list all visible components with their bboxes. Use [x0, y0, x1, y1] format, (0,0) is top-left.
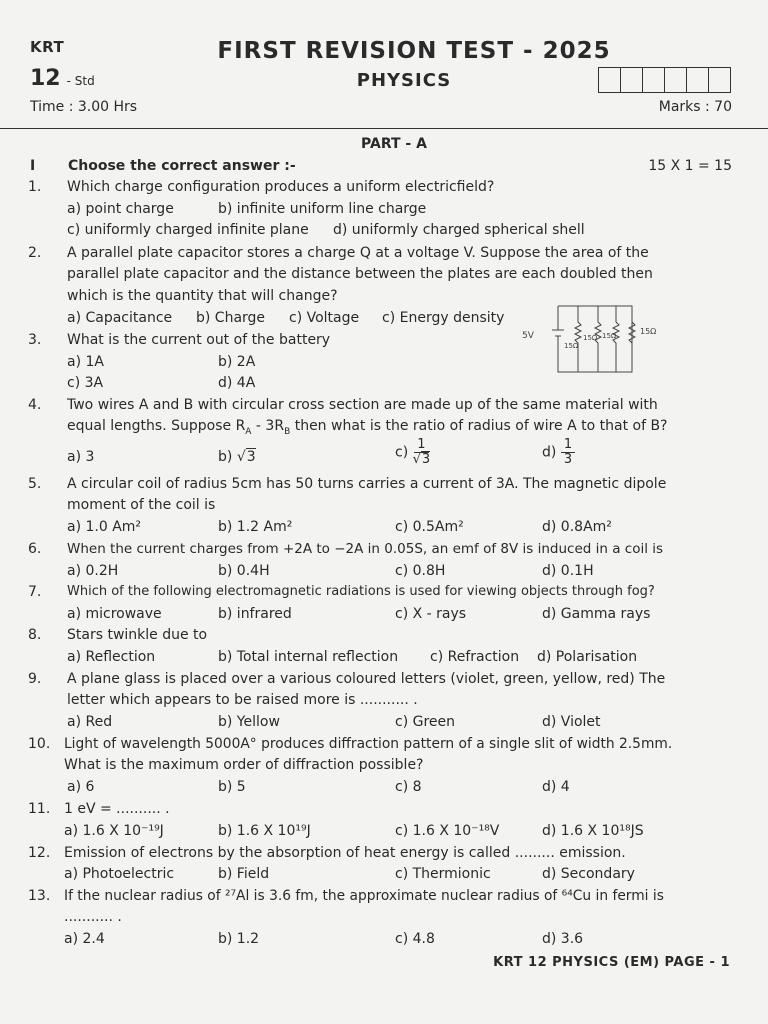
option: b) 5 [218, 779, 246, 795]
question-number: 8. [28, 627, 42, 643]
option: c) 8 [395, 779, 422, 795]
resistor-label: 15Ω [564, 342, 579, 350]
question-number: 5. [28, 476, 42, 492]
question-text: parallel plate capacitor and the distance between the plates are each doubled then [67, 266, 653, 282]
question-text: equal lengths. Suppose $R_A - 3R_B$ then what is the ratio of radius of wire A to that of B? [67, 418, 668, 437]
option: d) uniformly charged spherical shell [333, 222, 585, 238]
question-text: Which of the following electromagnetic radiations is used for viewing objects through fog? [67, 584, 655, 599]
section-number: I [30, 158, 36, 174]
question-number: 9. [28, 671, 42, 687]
option: c) X - rays [395, 606, 467, 622]
question-text: What is the maximum order of diffraction possible? [64, 757, 424, 773]
exam-title: FIRST REVISION TEST - 2025 [217, 38, 611, 64]
option: d) 1.6 X 10¹⁸JS [542, 823, 644, 839]
exam-time: Time : 3.00 Hrs [30, 99, 138, 115]
subject-title: PHYSICS [356, 70, 452, 91]
page-footer: KRT 12 PHYSICS (EM) PAGE - 1 [493, 955, 730, 970]
option: a) Red [67, 714, 113, 730]
option: c) Voltage [289, 310, 360, 326]
option: b) 2A [218, 354, 256, 370]
option: a) 1A [67, 354, 104, 370]
question-text: If the nuclear radius of ²⁷Al is 3.6 fm, the approximate nuclear radius of ⁶⁴Cu in fermi is [64, 888, 664, 904]
option: d) $\frac{1}{3}$ [542, 438, 575, 467]
option: d) Polarisation [537, 649, 638, 665]
question-number: 1. [28, 179, 42, 195]
resistor-label: 15Ω [583, 334, 598, 342]
option: d) Secondary [542, 866, 635, 882]
part-heading: PART - A [361, 136, 427, 152]
question-number: 2. [28, 245, 42, 261]
standard-number: 12 [30, 66, 61, 91]
option: a) microwave [67, 606, 162, 622]
resistor-label: 15Ω [602, 332, 617, 340]
question-number: 6. [28, 541, 42, 557]
circuit-diagram [520, 304, 670, 376]
option: c) uniformly charged infinite plane [67, 222, 309, 238]
option: c) 1.6 X 10⁻¹⁸V [395, 823, 500, 839]
option: c) 0.5Am² [395, 519, 464, 535]
question-text: Two wires A and B with circular cross section are made up of the same material with [67, 397, 658, 413]
option: a) 1.0 Am² [67, 519, 142, 535]
question-text: What is the current out of the battery [67, 332, 331, 348]
option: d) 4A [218, 375, 256, 391]
section-instruction: Choose the correct answer :- [68, 158, 296, 174]
option: c) 4.8 [395, 931, 435, 947]
option: c) Green [395, 714, 456, 730]
option: c) Thermionic [395, 866, 491, 882]
question-text: ........... . [64, 909, 122, 925]
register-number-boxes [598, 67, 731, 93]
question-number: 12. [28, 845, 51, 861]
question-text: A parallel plate capacitor stores a charge Q at a voltage V. Suppose the area of the [67, 245, 649, 261]
resistor-label: 15Ω [640, 327, 657, 336]
option: a) 1.6 X 10⁻¹⁹J [64, 823, 164, 839]
question-text: letter which appears to be raised more is ........... . [67, 692, 418, 708]
option: a) Capacitance [67, 310, 173, 326]
question-number: 4. [28, 397, 42, 413]
standard-label: - Std [66, 74, 95, 88]
option: a) 0.2H [67, 563, 119, 579]
question-text: A circular coil of radius 5cm has 50 turns carries a current of 3A. The magnetic dipole [67, 476, 667, 492]
option: b) infinite uniform line charge [218, 201, 427, 217]
option: a) point charge [67, 201, 174, 217]
option: c) $\frac{1}{√3}$ [395, 437, 431, 467]
option: a) Photoelectric [64, 866, 175, 882]
option: c) Refraction [430, 649, 520, 665]
option: b) √3 [218, 449, 256, 465]
option: c) Energy density [382, 310, 505, 326]
option: d) 4 [542, 779, 570, 795]
battery-label: 5V [522, 331, 534, 341]
option: a) 2.4 [64, 931, 105, 947]
option: b) Yellow [218, 714, 280, 730]
question-number: 7. [28, 584, 42, 600]
option: c) 0.8H [395, 563, 446, 579]
question-text: Stars twinkle due to [67, 627, 208, 643]
option: b) 1.2 [218, 931, 260, 947]
question-text: Which charge configuration produces a uniform electricfield? [67, 179, 495, 195]
option: b) infrared [218, 606, 292, 622]
question-text: A plane glass is placed over a various coloured letters (violet, green, yellow, red) The [67, 671, 666, 687]
exam-marks: Marks : 70 [658, 99, 732, 115]
school-code: KRT [30, 38, 65, 56]
option: a) 3 [67, 449, 95, 465]
option: c) 3A [67, 375, 104, 391]
option: d) 0.1H [542, 563, 594, 579]
question-text: which is the quantity that will change? [67, 288, 338, 304]
option: d) 3.6 [542, 931, 584, 947]
option: b) Field [218, 866, 270, 882]
section-marks: 15 X 1 = 15 [648, 158, 732, 174]
question-number: 13. [28, 888, 51, 904]
option: b) 1.2 Am² [218, 519, 293, 535]
option: d) Violet [542, 714, 601, 730]
option: b) 1.6 X 10¹⁹J [218, 823, 311, 839]
question-text: Emission of electrons by the absorption of heat energy is called ......... emission. [64, 845, 626, 861]
option: b) Charge [196, 310, 266, 326]
question-text: When the current charges from +2A to −2A in 0.05S, an emf of 8V is induced in a coil is [67, 541, 664, 557]
option: a) Reflection [67, 649, 156, 665]
option: b) 0.4H [218, 563, 270, 579]
question-number: 3. [28, 332, 42, 348]
question-text: Light of wavelength 5000A° produces diffraction pattern of a single slit of width 2.5mm. [64, 736, 673, 752]
option: d) Gamma rays [542, 606, 651, 622]
question-text: 1 eV = .......... . [64, 801, 170, 817]
option: d) 0.8Am² [542, 519, 612, 535]
question-number: 10. [28, 736, 51, 752]
header-divider [0, 128, 768, 129]
question-number: 11. [28, 801, 51, 817]
option: a) 6 [67, 779, 95, 795]
question-text: moment of the coil is [67, 497, 216, 513]
option: b) Total internal reflection [218, 649, 399, 665]
